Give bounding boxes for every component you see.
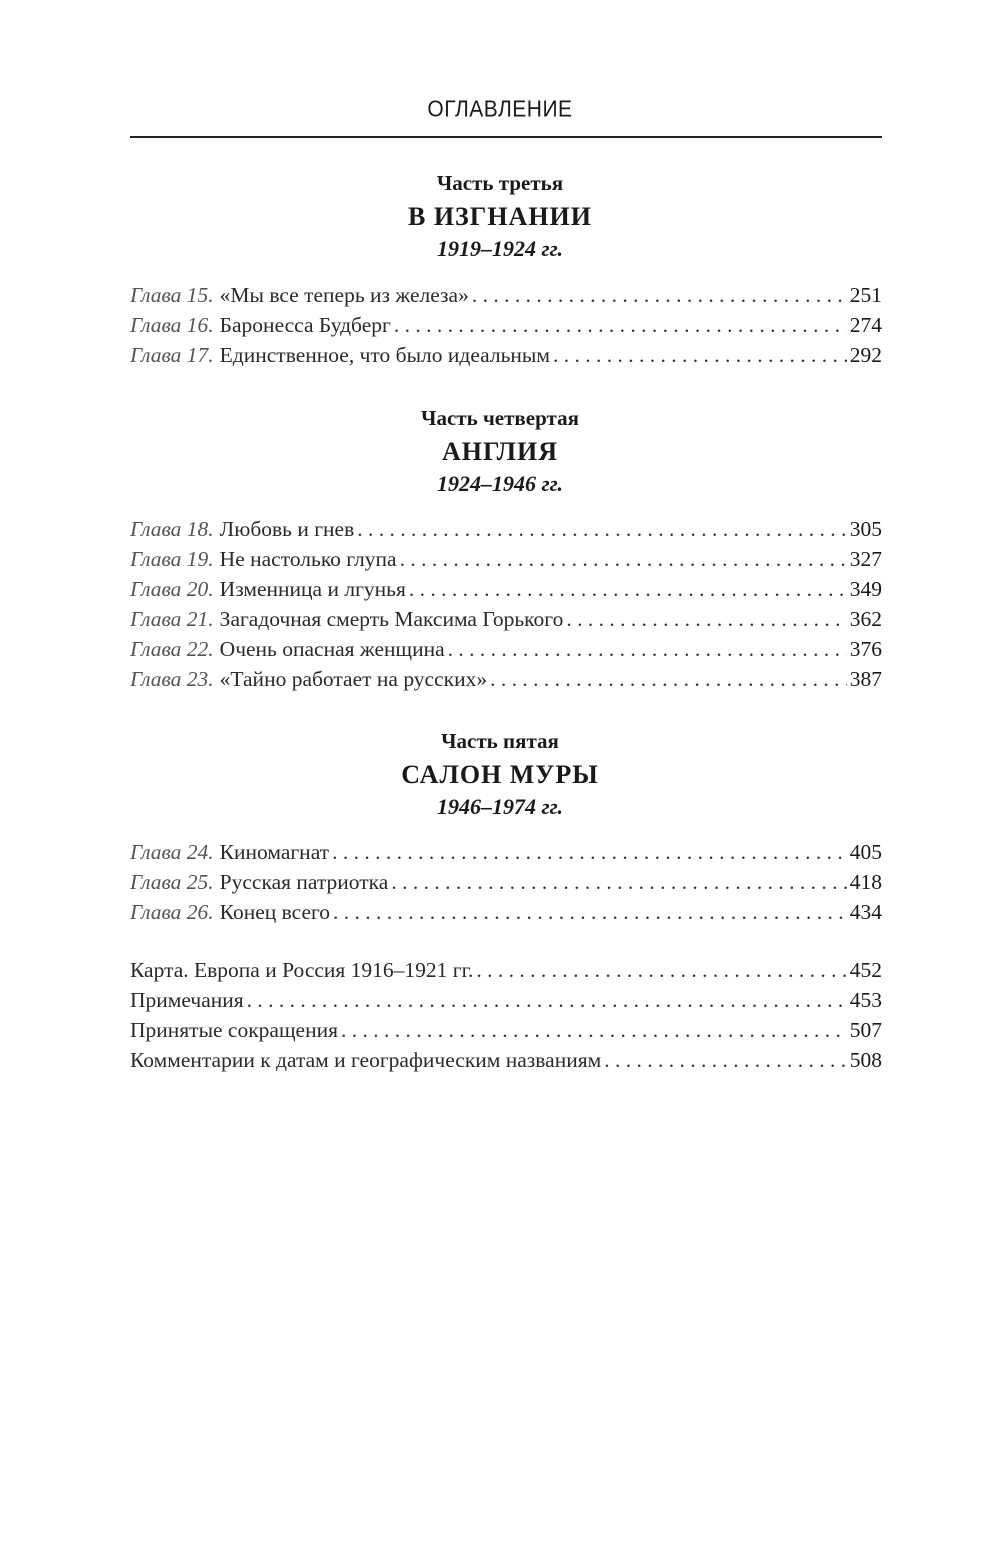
- page-number: 453: [849, 988, 882, 1012]
- chapter-title: Киномагнат: [219, 840, 330, 864]
- page-number: 251: [849, 283, 882, 307]
- toc-entry-chapter-19[interactable]: [130, 544, 882, 574]
- dot-leader: [553, 340, 847, 370]
- page-number: 327: [849, 547, 882, 571]
- dot-leader: [394, 310, 847, 340]
- toc-entry-chapter-16[interactable]: [130, 310, 882, 340]
- part-5-chapter-list: [130, 837, 882, 927]
- toc-entry-notes[interactable]: [130, 985, 882, 1015]
- toc-entry-comments[interactable]: [130, 1045, 882, 1075]
- chapter-label: Глава 21.: [130, 607, 214, 631]
- chapter-title: Конец всего: [219, 900, 331, 924]
- dot-leader: [476, 955, 846, 985]
- toc-entry-chapter-23[interactable]: [130, 664, 882, 694]
- part-label: Часть третья: [436, 171, 564, 195]
- toc-entry-map[interactable]: [130, 955, 882, 985]
- part-years: 1924–1946 гг.: [437, 471, 563, 496]
- dot-leader: [400, 544, 847, 574]
- dot-leader: [391, 867, 846, 897]
- dot-leader: [448, 634, 847, 664]
- chapter-label: Глава 16.: [130, 313, 214, 337]
- part-title: САЛОН МУРЫ: [401, 760, 599, 789]
- chapter-label: Глава 22.: [130, 637, 214, 661]
- dot-leader: [566, 604, 846, 634]
- chapter-label: Глава 23.: [130, 667, 214, 691]
- toc-entry-chapter-22[interactable]: [130, 634, 882, 664]
- chapter-label: Глава 17.: [130, 343, 214, 367]
- toc-entry-chapter-20[interactable]: [130, 574, 882, 604]
- dot-leader: [247, 985, 847, 1015]
- part-years: 1919–1924 гг.: [437, 236, 563, 261]
- page-number: 274: [849, 313, 882, 337]
- dot-leader: [333, 897, 847, 927]
- page-number: 362: [849, 607, 882, 631]
- chapter-title: «Мы все теперь из железа»: [219, 283, 469, 307]
- chapter-title: Очень опасная женщина: [219, 637, 445, 661]
- entry-title: Карта. Европа и Россия 1916–1921 гг.: [130, 958, 474, 982]
- chapter-label: Глава 20.: [130, 577, 214, 601]
- chapter-title: Загадочная смерть Максима Горького: [219, 607, 564, 631]
- page-number: 418: [849, 870, 882, 894]
- chapter-title: Баронесса Будберг: [219, 313, 391, 337]
- toc-entry-chapter-17[interactable]: [130, 340, 882, 370]
- page-number: 405: [849, 840, 882, 864]
- entry-title: Комментарии к датам и географическим названиям: [130, 1048, 602, 1072]
- part-5-heading: [0, 726, 1000, 822]
- chapter-label: Глава 24.: [130, 840, 214, 864]
- toc-entry-chapter-15[interactable]: [130, 280, 882, 310]
- chapter-label: Глава 25.: [130, 870, 214, 894]
- header-rule: [130, 136, 882, 138]
- chapter-title: Русская патриотка: [219, 870, 389, 894]
- chapter-title: Не настолько глупа: [219, 547, 397, 571]
- dot-leader: [341, 1015, 847, 1045]
- chapter-title: Изменница и лгунья: [219, 577, 406, 601]
- part-4-chapter-list: [130, 514, 882, 694]
- dot-leader: [409, 574, 847, 604]
- chapter-label: Глава 15.: [130, 283, 214, 307]
- chapter-title: «Тайно работает на русских»: [219, 667, 488, 691]
- toc-entry-abbreviations[interactable]: [130, 1015, 882, 1045]
- running-head: ОГЛАВЛЕНИЕ: [427, 97, 573, 122]
- part-3-chapter-list: [130, 280, 882, 370]
- part-title: АНГЛИЯ: [442, 437, 558, 466]
- part-label: Часть четвертая: [421, 406, 579, 430]
- part-4-heading: [0, 403, 1000, 499]
- page-number: 507: [849, 1018, 882, 1042]
- part-years: 1946–1974 гг.: [437, 794, 563, 819]
- chapter-label: Глава 18.: [130, 517, 214, 541]
- part-label: Часть пятая: [441, 729, 559, 753]
- page-number: 292: [849, 343, 882, 367]
- chapter-title: Единственное, что было идеальным: [219, 343, 550, 367]
- page-number: 349: [849, 577, 882, 601]
- dot-leader: [472, 280, 847, 310]
- page-number: 508: [849, 1048, 882, 1072]
- back-matter-list: [130, 955, 882, 1075]
- part-title: В ИЗГНАНИИ: [407, 202, 592, 231]
- dot-leader: [357, 514, 847, 544]
- part-3-heading: [0, 168, 1000, 264]
- chapter-label: Глава 19.: [130, 547, 214, 571]
- toc-entry-chapter-24[interactable]: [130, 837, 882, 867]
- toc-entry-chapter-21[interactable]: [130, 604, 882, 634]
- chapter-label: Глава 26.: [130, 900, 214, 924]
- toc-entry-chapter-26[interactable]: [130, 897, 882, 927]
- page-number: 452: [849, 958, 882, 982]
- dot-leader: [490, 664, 847, 694]
- chapter-title: Любовь и гнев: [219, 517, 355, 541]
- page-number: 376: [849, 637, 882, 661]
- page-number: 434: [849, 900, 882, 924]
- toc-entry-chapter-25[interactable]: [130, 867, 882, 897]
- entry-title: Принятые сокращения: [130, 1018, 338, 1042]
- entry-title: Примечания: [130, 988, 244, 1012]
- page-number: 387: [849, 667, 882, 691]
- dot-leader: [332, 837, 847, 867]
- page-number: 305: [849, 517, 882, 541]
- dot-leader: [604, 1045, 847, 1075]
- toc-entry-chapter-18[interactable]: [130, 514, 882, 544]
